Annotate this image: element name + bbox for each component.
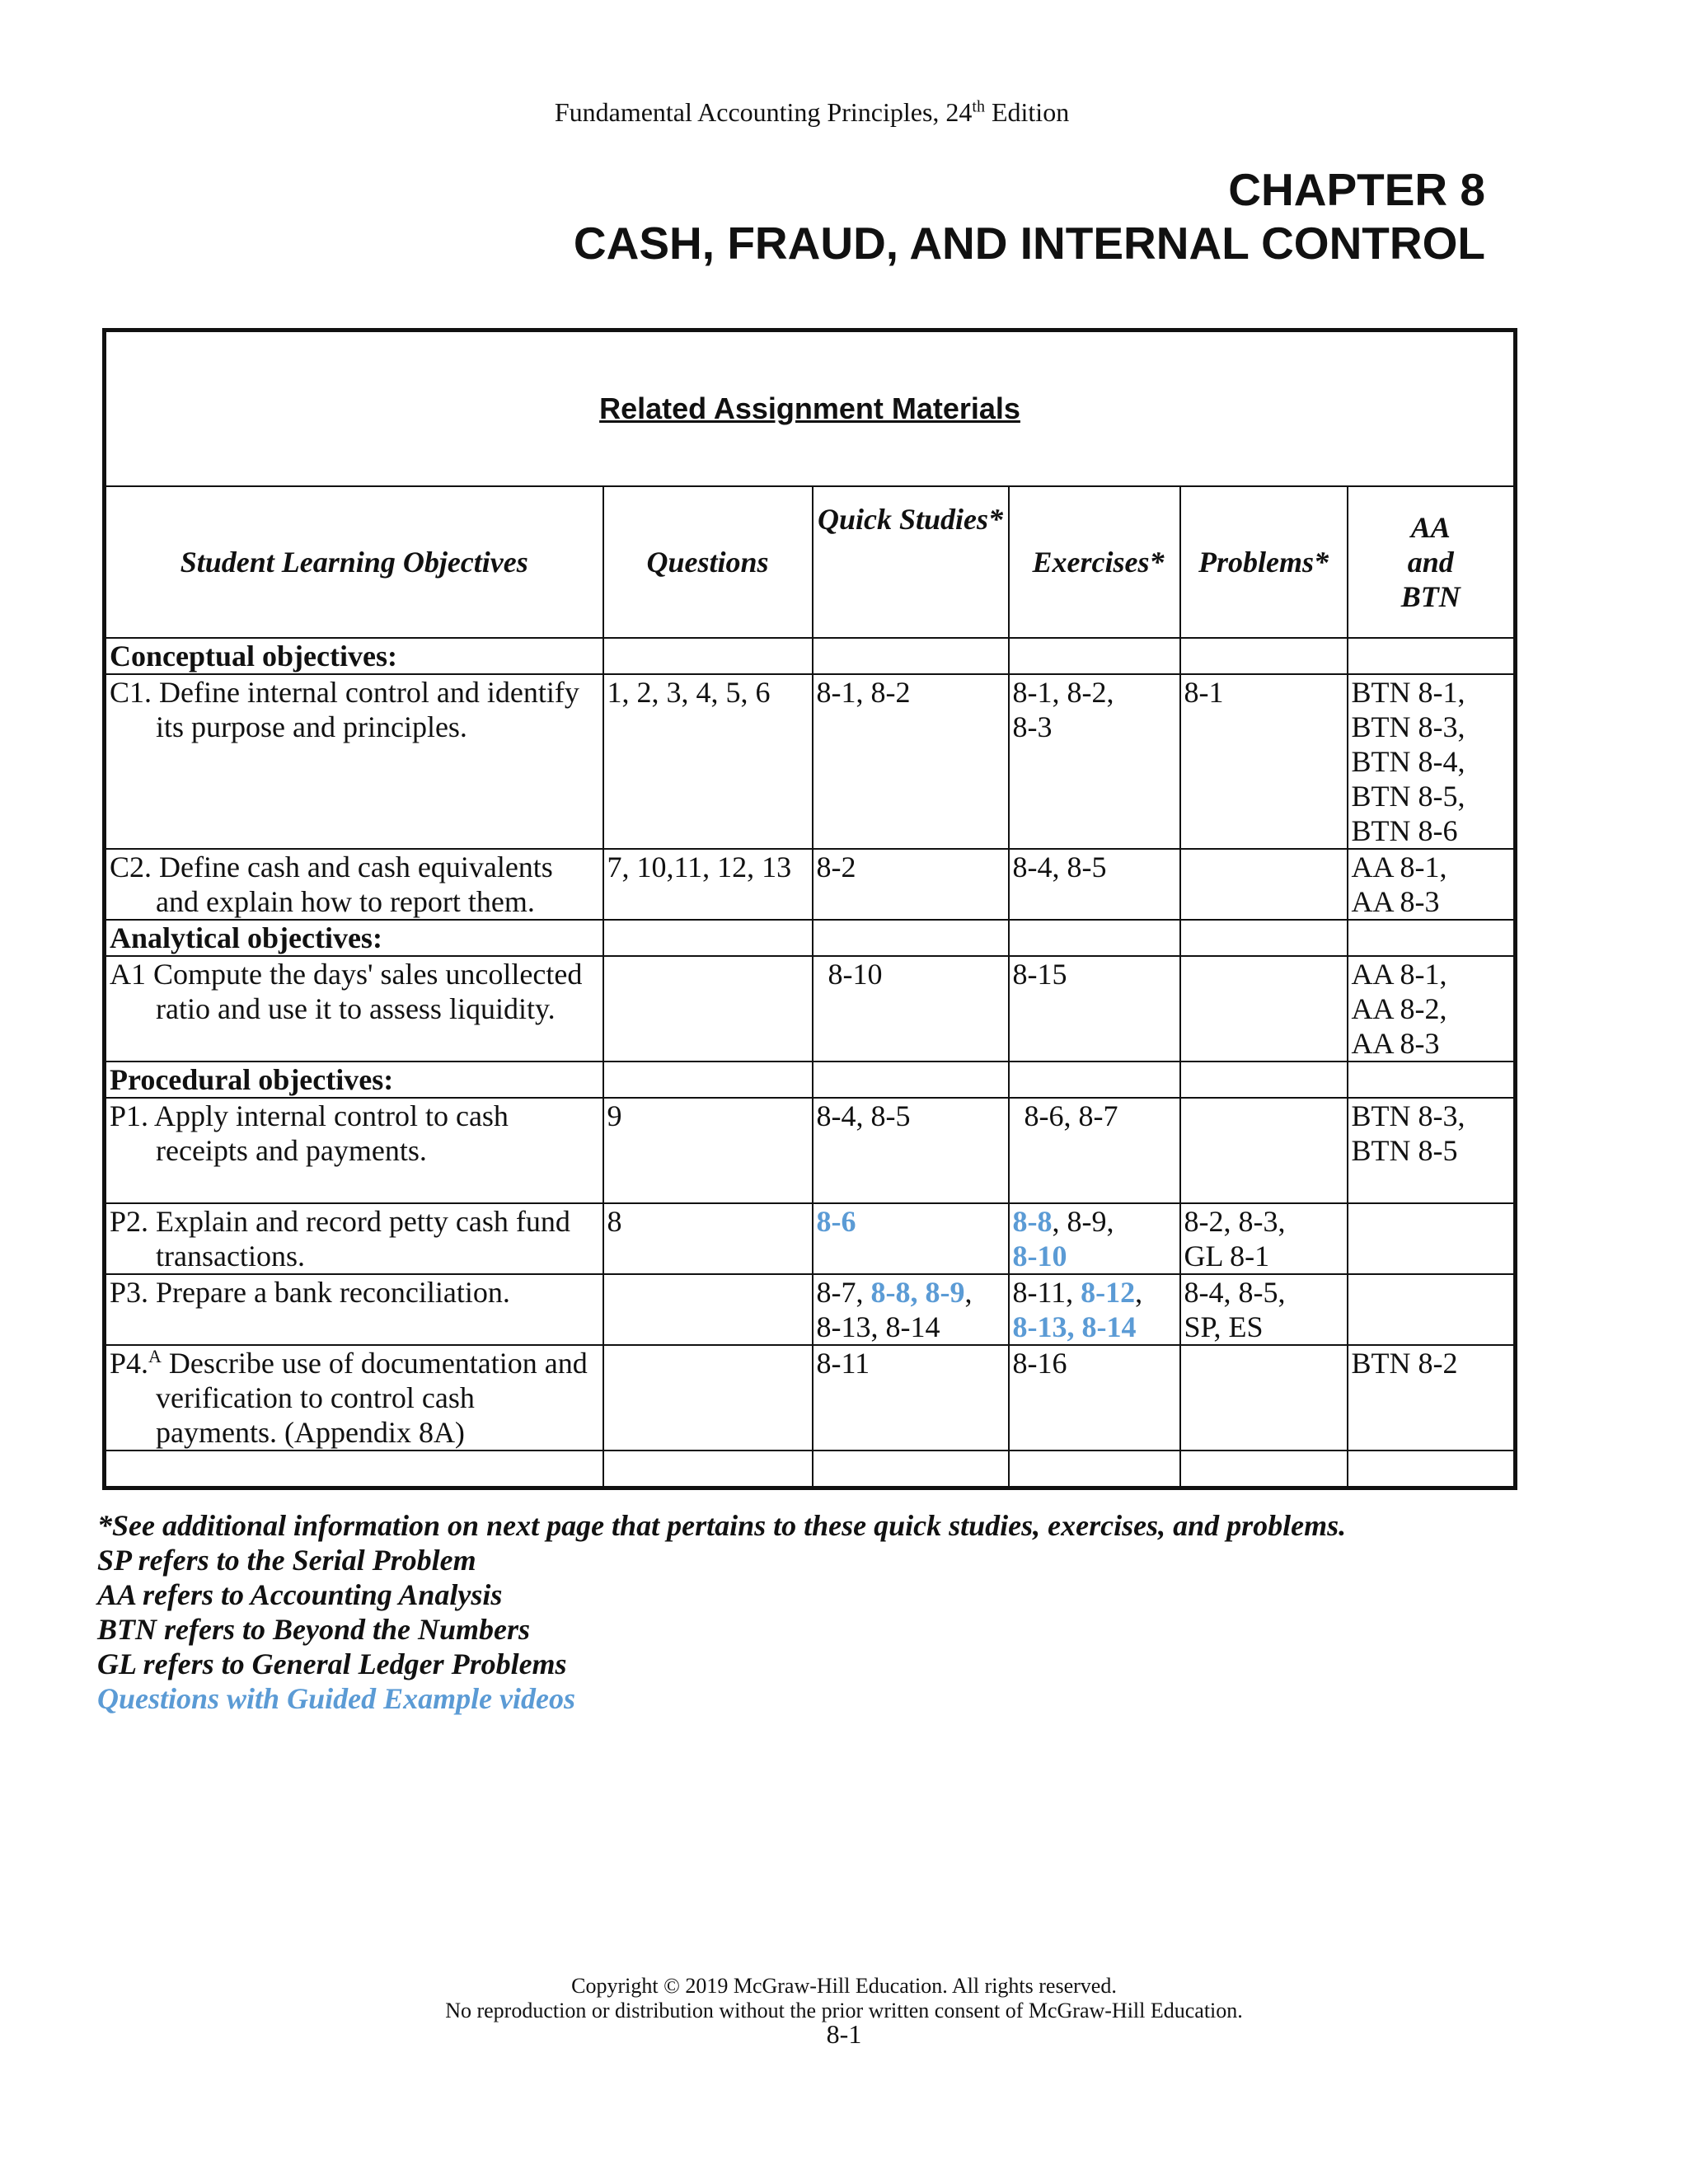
- a1-aa-btn-line: AA 8-1,: [1351, 958, 1447, 991]
- table-row: [105, 956, 1516, 1062]
- p3-problems-line: SP, ES: [1184, 1310, 1264, 1343]
- c1-exercises-line: 8-1, 8-2,: [1012, 676, 1114, 709]
- header-btn: BTN: [1400, 580, 1461, 613]
- p4-objective-text: Describe use of documentation and verification to control cash payments. (Appendix 8A): [156, 1347, 588, 1449]
- p1-questions: 9: [603, 1098, 813, 1203]
- c2-aa-btn-line: AA 8-1,: [1351, 851, 1447, 883]
- a1-aa-btn-line: AA 8-3: [1351, 1027, 1440, 1060]
- guided-link[interactable]: 8-13, 8-14: [1012, 1310, 1137, 1343]
- table-title: Related Assignment Materials: [105, 330, 1516, 487]
- c1-problems: 8-1: [1180, 674, 1348, 849]
- table-row: [105, 1345, 1516, 1451]
- chapter-title: [574, 163, 1485, 270]
- c2-exercises: 8-4, 8-5: [1009, 849, 1180, 920]
- p3-quick-studies: [813, 1274, 1009, 1345]
- header-problems: Problems*: [1180, 486, 1348, 638]
- c1-aa-btn: [1348, 674, 1516, 849]
- p3-exercises: [1009, 1274, 1180, 1345]
- note-guided-videos: Questions with Guided Example videos: [97, 1682, 576, 1715]
- header-aa: AA: [1410, 511, 1451, 544]
- p4-sup: A: [148, 1346, 162, 1366]
- c2-quick-studies: 8-2: [813, 849, 1009, 920]
- table-row: [105, 674, 1516, 849]
- section-conceptual: Conceptual objectives:: [105, 638, 603, 674]
- assignment-table: [102, 328, 1517, 1490]
- guided-link[interactable]: 8-12: [1081, 1276, 1136, 1309]
- c1-quick-studies: 8-1, 8-2: [813, 674, 1009, 849]
- copyright: Copyright © 2019 McGraw-Hill Education. All rights reserved.: [571, 1974, 1117, 1998]
- header-exercises: Exercises*: [1009, 486, 1180, 638]
- p2-quick-studies: [813, 1203, 1009, 1274]
- p2-exercises-text: , 8-9,: [1052, 1205, 1114, 1238]
- header-questions: Questions: [603, 486, 813, 638]
- objective-c1: C1. Define internal control and identify its purpose and principles.: [110, 676, 579, 743]
- p4-questions: [603, 1345, 813, 1451]
- section-analytical: Analytical objectives:: [105, 920, 603, 956]
- header-quick-studies: Quick Studies*: [813, 486, 1009, 638]
- notes: [97, 1508, 1346, 1716]
- p2-problems: [1180, 1203, 1348, 1274]
- page-number: 8-1: [826, 2019, 862, 2049]
- header-objectives: Student Learning Objectives: [105, 486, 603, 638]
- table-row: [105, 1203, 1516, 1274]
- p2-exercises: [1009, 1203, 1180, 1274]
- chapter-number: CHAPTER 8: [1228, 164, 1485, 215]
- a1-questions: [603, 956, 813, 1062]
- p4-aa-btn: BTN 8-2: [1348, 1345, 1516, 1451]
- p3-problems: [1180, 1274, 1348, 1345]
- p3-ex-text: ,: [1135, 1276, 1143, 1309]
- table-row: [105, 1098, 1516, 1203]
- c1-aa-btn-line: BTN 8-6: [1351, 814, 1458, 847]
- guided-link[interactable]: 8-8: [1012, 1205, 1053, 1238]
- footer: [0, 1974, 1688, 2023]
- objective-p3: P3. Prepare a bank reconciliation.: [110, 1276, 510, 1309]
- c1-aa-btn-line: BTN 8-5,: [1351, 780, 1465, 813]
- p2-problems-line: GL 8-1: [1184, 1240, 1270, 1272]
- p3-aa-btn: [1348, 1274, 1516, 1345]
- p3-qs-text: ,: [964, 1276, 973, 1309]
- chapter-name: CASH, FRAUD, AND INTERNAL CONTROL: [573, 218, 1485, 269]
- p3-qs-text: 8-7,: [816, 1276, 871, 1309]
- running-head-sup: th: [972, 97, 985, 116]
- table-row: [105, 849, 1516, 920]
- note-aa: AA refers to Accounting Analysis: [97, 1578, 503, 1611]
- p1-exercises: 8-6, 8-7: [1009, 1098, 1180, 1203]
- c1-aa-btn-line: BTN 8-4,: [1351, 745, 1465, 778]
- note-sp: SP refers to the Serial Problem: [97, 1544, 476, 1577]
- p1-aa-btn: [1348, 1098, 1516, 1203]
- note-additional-info: *See additional information on next page that pertains to these quick studies, exercises, and problems.: [97, 1509, 1347, 1542]
- p4-quick-studies: 8-11: [813, 1345, 1009, 1451]
- guided-link[interactable]: 8-6: [816, 1205, 856, 1238]
- header-aa-btn: [1348, 486, 1516, 638]
- p3-qs-text: 8-13, 8-14: [816, 1310, 940, 1343]
- header-row: [105, 486, 1516, 638]
- section-row: [105, 1062, 1516, 1098]
- p1-aa-btn-line: BTN 8-3,: [1351, 1099, 1465, 1132]
- table-row: [105, 1274, 1516, 1345]
- header-and: and: [1407, 546, 1454, 579]
- c2-questions: 7, 10,11, 12, 13: [603, 849, 813, 920]
- reproduction-notice: No reproduction or distribution without the prior written consent of McGraw-Hill Education.: [445, 1999, 1243, 2022]
- p2-questions: 8: [603, 1203, 813, 1274]
- p3-problems-line: 8-4, 8-5,: [1184, 1276, 1286, 1309]
- p3-ex-text: 8-11,: [1012, 1276, 1081, 1309]
- note-gl: GL refers to General Ledger Problems: [97, 1647, 567, 1680]
- section-row: [105, 638, 1516, 674]
- p1-problems: [1180, 1098, 1348, 1203]
- note-btn: BTN refers to Beyond the Numbers: [97, 1613, 530, 1646]
- a1-aa-btn: [1348, 956, 1516, 1062]
- c1-exercises-line: 8-3: [1012, 710, 1053, 743]
- running-head-after: Edition: [984, 97, 1070, 127]
- c2-aa-btn: [1348, 849, 1516, 920]
- objective-p2: P2. Explain and record petty cash fund transactions.: [110, 1205, 570, 1272]
- section-row: [105, 920, 1516, 956]
- a1-problems: [1180, 956, 1348, 1062]
- c1-exercises: [1009, 674, 1180, 849]
- objective-c2: C2. Define cash and cash equivalents and explain how to report them.: [110, 851, 553, 918]
- p1-quick-studies: 8-4, 8-5: [813, 1098, 1009, 1203]
- a1-quick-studies: 8-10: [813, 956, 1009, 1062]
- c1-questions: 1, 2, 3, 4, 5, 6: [603, 674, 813, 849]
- c2-problems: [1180, 849, 1348, 920]
- p4-problems: [1180, 1345, 1348, 1451]
- p4-label: P4.: [110, 1347, 149, 1380]
- objective-p1: P1. Apply internal control to cash receipts and payments.: [110, 1099, 509, 1167]
- guided-link[interactable]: 8-10: [1012, 1240, 1067, 1272]
- guided-link[interactable]: 8-8, 8-9: [870, 1276, 965, 1309]
- p2-problems-line: 8-2, 8-3,: [1184, 1205, 1286, 1238]
- running-head: [0, 97, 1624, 128]
- p2-aa-btn: [1348, 1203, 1516, 1274]
- p4-exercises: 8-16: [1009, 1345, 1180, 1451]
- empty-row: [105, 1451, 1516, 1488]
- running-head-text: Fundamental Accounting Principles, 24: [554, 97, 973, 127]
- objective-a1: A1 Compute the days' sales uncollected ratio and use it to assess liquidity.: [110, 958, 583, 1025]
- c2-aa-btn-line: AA 8-3: [1351, 885, 1440, 918]
- p1-aa-btn-line: BTN 8-5: [1351, 1134, 1458, 1167]
- c1-aa-btn-line: BTN 8-3,: [1351, 710, 1465, 743]
- p3-questions: [603, 1274, 813, 1345]
- c1-aa-btn-line: BTN 8-1,: [1351, 676, 1465, 709]
- a1-exercises: 8-15: [1009, 956, 1180, 1062]
- a1-aa-btn-line: AA 8-2,: [1351, 992, 1447, 1025]
- objective-p4: [110, 1346, 599, 1450]
- section-procedural: Procedural objectives:: [105, 1062, 603, 1098]
